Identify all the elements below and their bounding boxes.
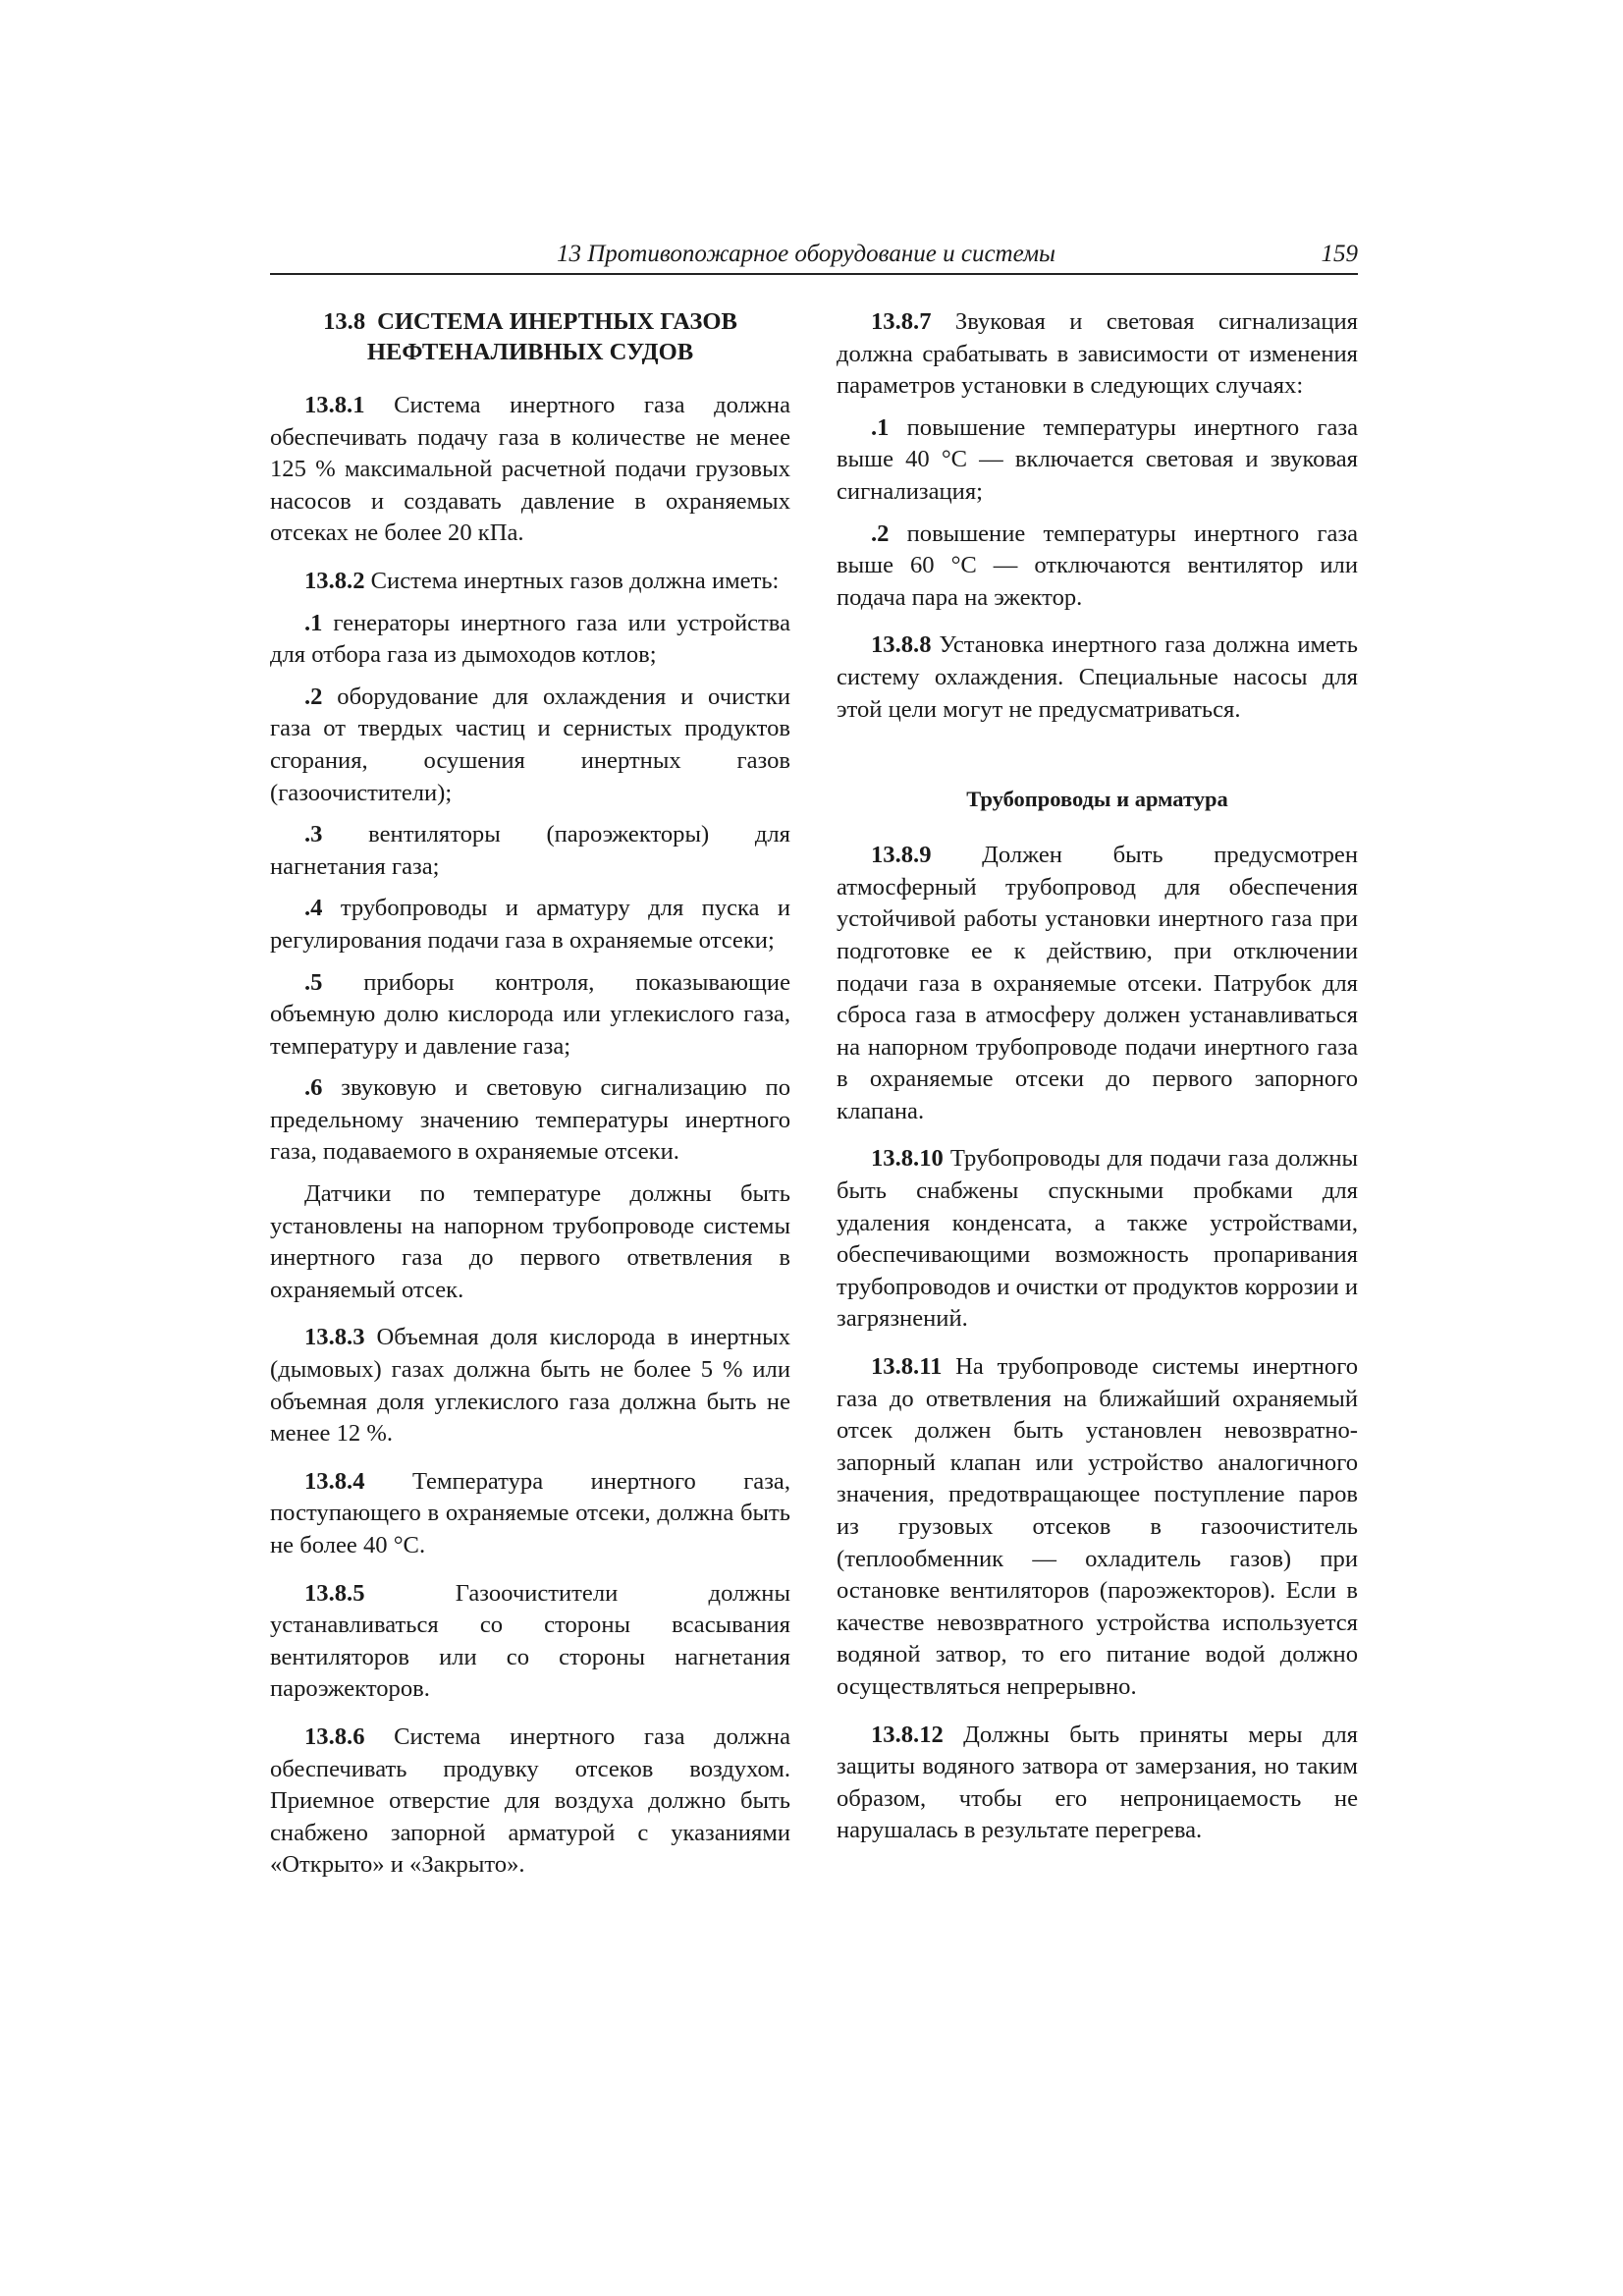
paragraph-number: 13.8.6	[304, 1722, 365, 1750]
paragraph-text: Звуковая и световая сигнализация должна срабатывать в зависимости от изменения параметров установки в следующих случаях:	[837, 308, 1358, 400]
paragraph-text: оборудование для охлаждения и очистки газа от твердых частиц и сернистых продуктов сгорания, осушения инертных газов (газоочистители);	[270, 683, 791, 806]
paragraph-text: Температура инертного газа, поступающего в охраняемые отсеки, должна быть не более 40 °С.	[270, 1467, 790, 1558]
paragraph	[270, 1178, 790, 1306]
paragraph-text: Объемная доля кислорода в инертных (дымовых) газах должна быть не более 5 % или объемная доля углекислого газа должна быть не менее 12 %.	[270, 1324, 790, 1448]
paragraph	[270, 390, 790, 550]
paragraph	[837, 412, 1358, 509]
paragraph-number: 13.8.5	[304, 1579, 365, 1607]
paragraph-number: .4	[304, 895, 323, 922]
paragraph-number: 13.8.2	[304, 567, 365, 594]
section-title-line1: СИСТЕМА ИНЕРТНЫХ ГАЗОВ	[377, 308, 737, 335]
paragraph-text: Должен быть предусмотрен атмосферный трубопровод для обеспечения устойчивой работы установки инертного газа при подготовке ее к действию, при отключении подачи газа в охраняемые отсеки. Патрубок для сброса газа в атмосферу должен устанавливаться на напорном трубопроводе подачи инертного газа в охраняемые отсеки до первого запорного клапана.	[837, 842, 1358, 1124]
paragraph-text: Датчики по температуре должны быть установлены на напорном трубопроводе системы инертного газа до первого ответвления в охраняемый отсек.	[270, 1180, 790, 1303]
paragraph	[270, 608, 790, 672]
paragraph	[270, 1466, 790, 1562]
paragraph-text: звуковую и световую сигнализацию по предельному значению температуры инертного газа, подаваемого в охраняемые отсеки.	[270, 1074, 790, 1166]
paragraph	[837, 1720, 1358, 1847]
left-paragraphs	[270, 390, 790, 1882]
paragraph-text: Система инертного газа должна обеспечивать подачу газа в количестве не менее 125 % максимальной расчетной подачи грузовых насосов и создавать давление в охраняемых отсеках не более 20 кПа.	[270, 392, 790, 547]
paragraph	[837, 1351, 1358, 1704]
paragraph-text: На трубопроводе системы инертного газа до ответвления на ближайший охраняемый отсек должен быть установлен невозвратно-запорный клапан или устройство аналогичного значения, предотвращающее поступление паров из грузовых отсеков в газоочиститель (теплообменник — охладитель газов) при остановке вентиляторов (пароэжекторов). Если в качестве невозвратного устройства используется водяной затвор, то его питание водой должно осуществляться непрерывно.	[837, 1353, 1358, 1700]
paragraph	[270, 682, 790, 809]
paragraph-text: повышение температуры инертного газа выше 40 °С — включается световая и звуковая сигнализация;	[837, 413, 1358, 505]
paragraph-number: .3	[304, 821, 323, 848]
paragraph-number: 13.8.1	[304, 392, 365, 418]
paragraph-number: .5	[304, 968, 323, 996]
paragraph-number: .2	[304, 683, 323, 710]
paragraph-number: 13.8.11	[871, 1353, 943, 1381]
paragraph-text: Система инертных газов должна иметь:	[370, 567, 780, 594]
paragraph-number: 13.8.4	[304, 1467, 365, 1495]
left-column	[270, 306, 790, 1882]
paragraph-text: приборы контроля, показывающие объемную долю кислорода или углекислого газа, температуру и давление газа;	[270, 968, 790, 1060]
paragraph-number: 13.8.8	[871, 631, 932, 659]
paragraph-number: .1	[871, 413, 890, 441]
paragraph	[837, 306, 1358, 403]
paragraph	[837, 519, 1358, 615]
paragraph-text: трубопроводы и арматуру для пуска и регулирования подачи газа в охраняемые отсеки;	[270, 895, 790, 954]
paragraph-text: Трубопроводы для подачи газа должны быть снабжены спускными пробками для удаления конденсата, а также устройствами, обеспечивающими возможность пропаривания трубопроводов и очистки от продуктов коррозии и загрязнений.	[837, 1145, 1358, 1333]
section-number: 13.8	[323, 308, 366, 335]
paragraph	[270, 819, 790, 883]
paragraph	[270, 1578, 790, 1706]
paragraph-number: 13.8.12	[871, 1721, 944, 1748]
paragraph-text: Система инертного газа должна обеспечивать продувку отсеков воздухом. Приемное отверстие для воздуха должно быть снабжено запорной арматурой с указаниями «Открыто» и «Закрыто».	[270, 1722, 790, 1879]
right-paragraphs-bottom	[837, 840, 1358, 1847]
paragraph-text: Установка инертного газа должна иметь систему охлаждения. Специальные насосы для этой цели могут не предусматриваться.	[837, 631, 1358, 723]
paragraph	[837, 1143, 1358, 1336]
paragraph	[270, 1072, 790, 1169]
paragraph	[270, 893, 790, 957]
paragraph-number: 13.8.10	[871, 1145, 944, 1173]
subsection-heading: Трубопроводы и арматура	[966, 787, 1228, 812]
paragraph	[837, 840, 1358, 1127]
paragraph-number: 13.8.7	[871, 308, 932, 335]
paragraph	[270, 967, 790, 1064]
paragraph-text: повышение температуры инертного газа выше 60 °С — отключаются вентилятор или подача пара на эжектор.	[837, 519, 1358, 611]
page-header	[270, 240, 1358, 275]
page-number: 159	[1321, 241, 1358, 267]
paragraph-number: .6	[304, 1074, 323, 1102]
paragraph-number: .2	[871, 519, 890, 547]
paragraph	[270, 1722, 790, 1882]
section-title	[270, 306, 790, 367]
paragraph	[837, 629, 1358, 726]
paragraph-number: 13.8.9	[871, 842, 932, 869]
paragraph-text: вентиляторы (пароэжекторы) для нагнетания газа;	[270, 821, 790, 880]
section-title-line2: НЕФТЕНАЛИВНЫХ СУДОВ	[366, 339, 694, 365]
paragraph-text: Должны быть приняты меры для защиты водяного затвора от замерзания, но таким образом, чтобы его непроницаемость не нарушалась в результате перегрева.	[837, 1721, 1358, 1844]
paragraph-number: 13.8.3	[304, 1324, 365, 1351]
right-column	[837, 306, 1358, 1847]
right-paragraphs-top	[837, 306, 1358, 726]
running-title: 13 Противопожарное оборудование и системы	[557, 241, 1055, 267]
paragraph-text: Газоочистители должны устанавливаться со стороны всасывания вентиляторов или со стороны нагнетания пароэжекторов.	[270, 1579, 790, 1703]
paragraph-text: генераторы инертного газа или устройства для отбора газа из дымоходов котлов;	[270, 609, 790, 669]
paragraph-number: .1	[304, 609, 323, 636]
paragraph	[270, 1322, 790, 1449]
paragraph	[270, 566, 790, 598]
